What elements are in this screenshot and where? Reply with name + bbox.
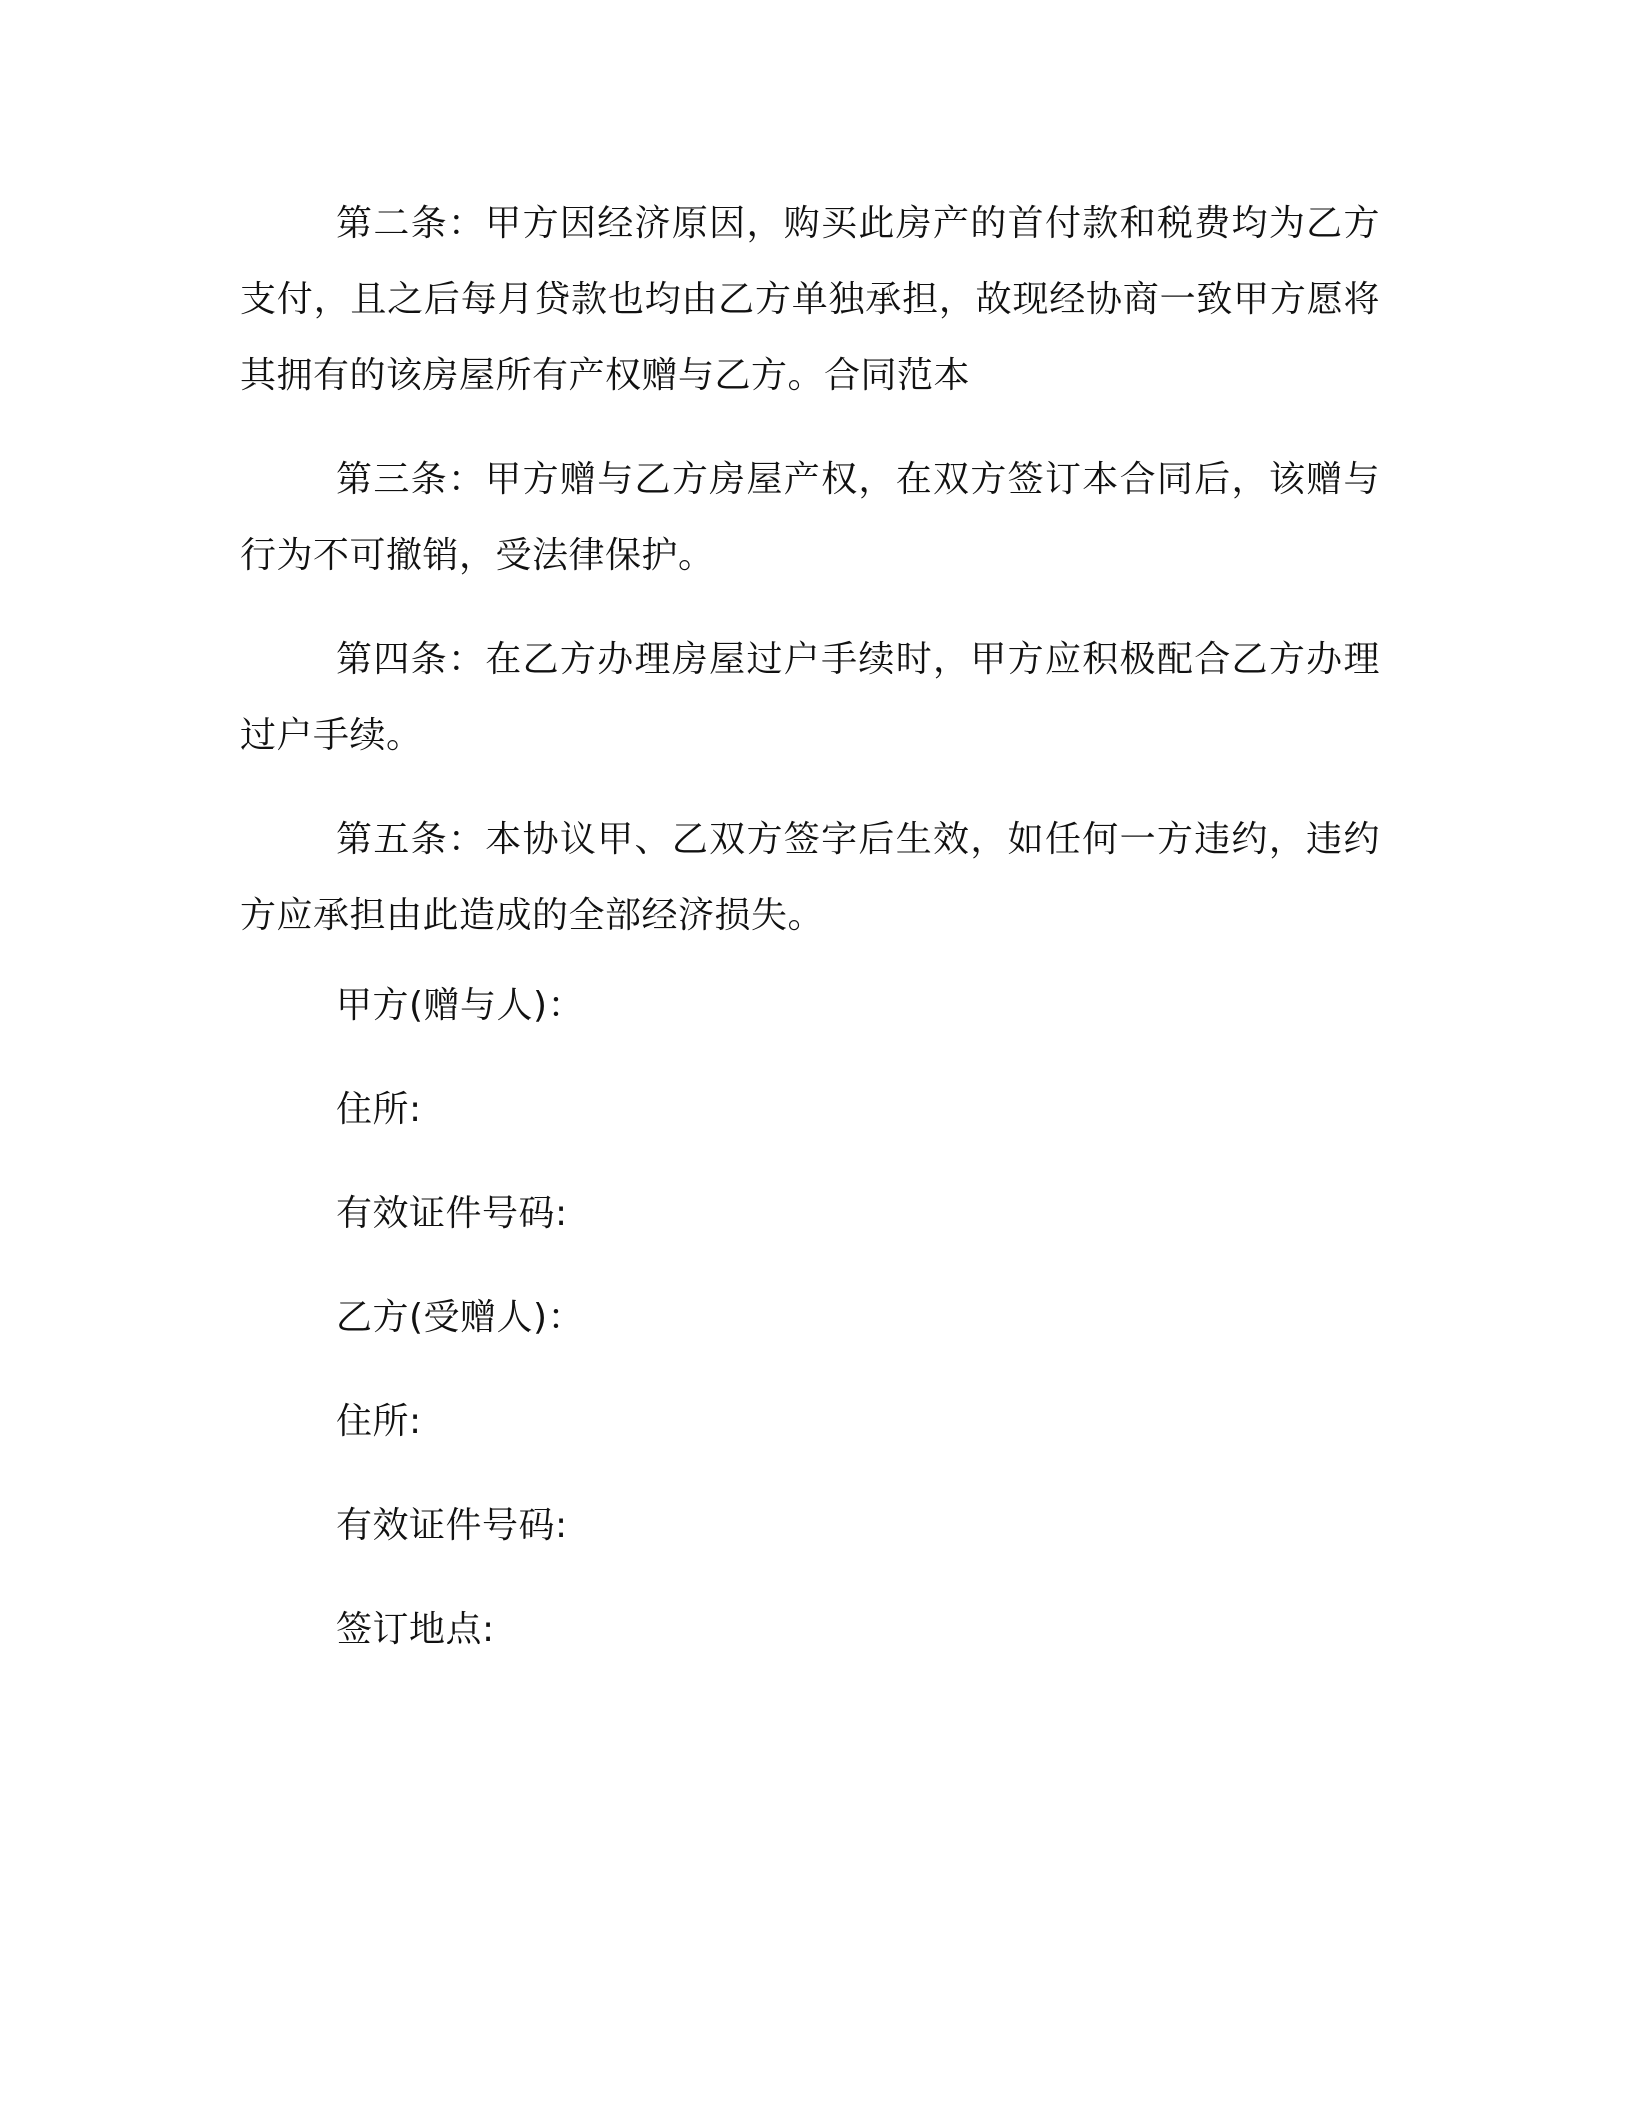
article-4: 第四条：在乙方办理房屋过户手续时，甲方应积极配合乙方办理过户手续。 bbox=[240, 639, 1380, 756]
article-5: 第五条：本协议甲、乙双方签字后生效，如任何一方违约，违约方应承担由此造成的全部经济损失。 bbox=[240, 819, 1380, 936]
article-2: 第二条：甲方因经济原因，购买此房产的首付款和税费均为乙方支付，且之后每月贷款也均由乙方单独承担，故现经协商一致甲方愿将其拥有的该房屋所有产权赠与乙方。合同范本 bbox=[240, 203, 1380, 396]
party-b-address-label: 住所: bbox=[336, 1401, 422, 1442]
contract-articles bbox=[240, 186, 1380, 954]
party-b-id-label: 有效证件号码: bbox=[336, 1505, 568, 1546]
party-a-label: 甲方(赠与人)： bbox=[336, 985, 585, 1026]
article-3: 第三条：甲方赠与乙方房屋产权，在双方签订本合同后，该赠与行为不可撤销，受法律保护。 bbox=[240, 459, 1380, 576]
party-a-address-label: 住所: bbox=[336, 1089, 422, 1130]
party-b-label: 乙方(受赠人)： bbox=[336, 1297, 585, 1338]
signing-place-label: 签订地点: bbox=[336, 1609, 495, 1650]
party-a-id-label: 有效证件号码: bbox=[336, 1193, 568, 1234]
signature-block bbox=[336, 980, 1236, 1708]
